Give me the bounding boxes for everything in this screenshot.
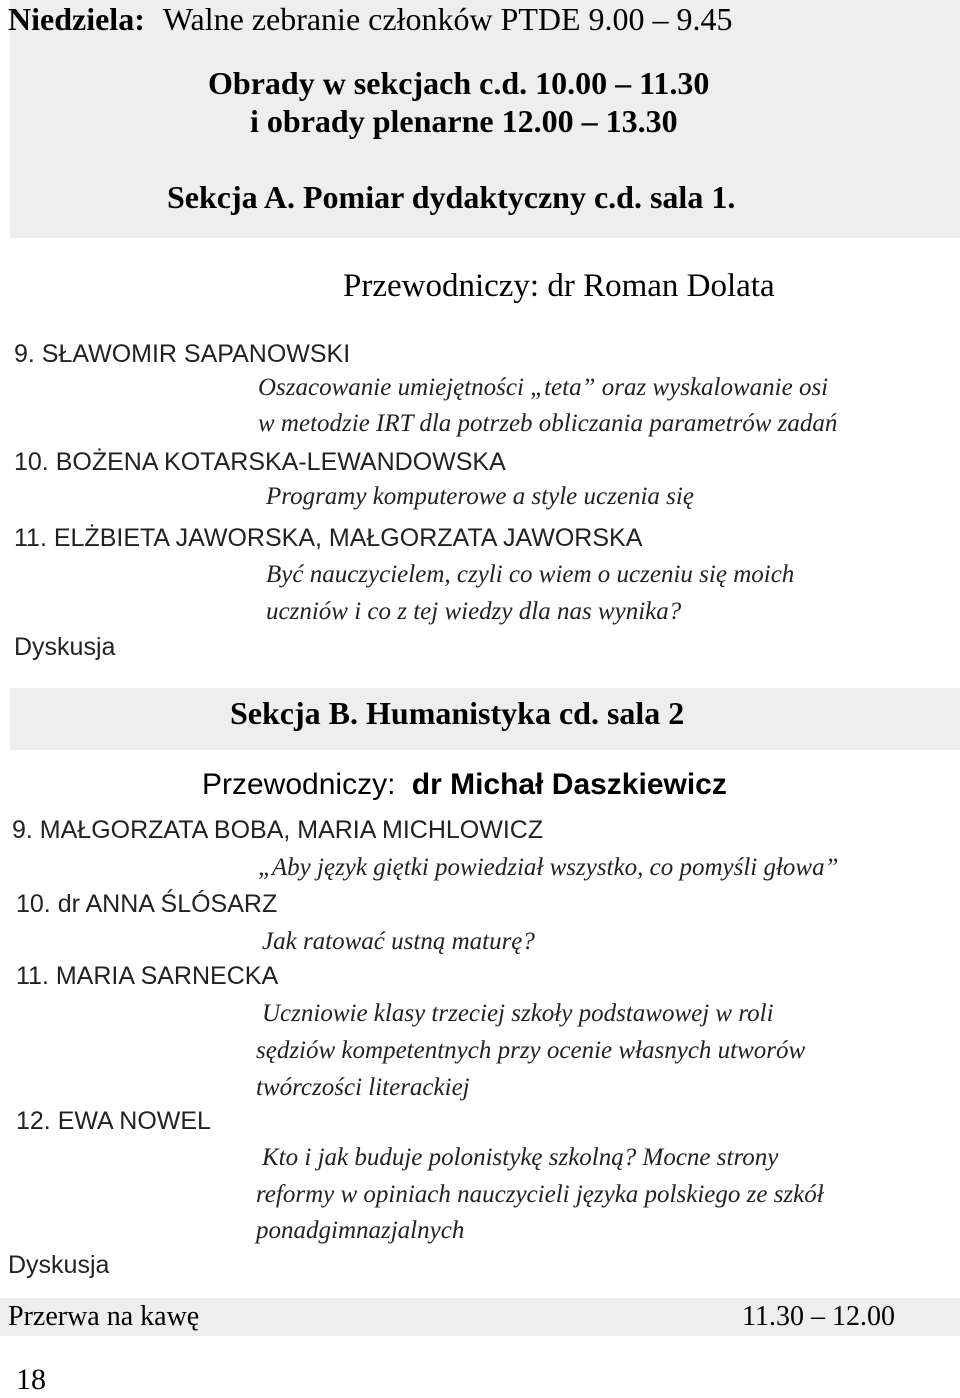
section-b-talk-3-title-line-1: Uczniowie klasy trzeciej szkoły podstawowej w roli <box>262 1000 774 1027</box>
section-a-talk-2-title-line-1: Programy komputerowe a style uczenia się <box>266 483 694 510</box>
sessions-line-1: Obrady w sekcjach c.d. 10.00 – 11.30 <box>208 65 710 101</box>
section-b-talk-4-title-line-3: ponadgimnazjalnych <box>256 1217 465 1244</box>
sunday-text: Walne zebranie członków PTDE 9.00 – 9.45 <box>162 1 733 37</box>
section-a-title: Sekcja A. Pomiar dydaktyczny c.d. sala 1. <box>167 179 736 215</box>
section-a-talk-3-speaker: 11. ELŻBIETA JAWORSKA, MAŁGORZATA JAWORSKA <box>14 524 643 552</box>
section-b-chair <box>202 766 727 804</box>
section-b-talk-1-speaker: 9. MAŁGORZATA BOBA, MARIA MICHLOWICZ <box>12 816 544 844</box>
section-a-talk-1-speaker: 9. SŁAWOMIR SAPANOWSKI <box>14 340 351 368</box>
section-b-discussion: Dyskusja <box>8 1251 110 1279</box>
section-b-talk-3-title-line-2: sędziów kompetentnych przy ocenie własnych utworów <box>256 1037 806 1064</box>
section-a-talk-2-speaker: 10. BOŻENA KOTARSKA-LEWANDOWSKA <box>14 448 506 476</box>
section-a-talk-1-title-line-2: w metodzie IRT dla potrzeb obliczania parametrów zadań <box>258 410 838 437</box>
section-b-title: Sekcja B. Humanistyka cd. sala 2 <box>230 695 685 731</box>
section-b-chair-name: dr Michał Daszkiewicz <box>411 768 727 801</box>
break-label: Przerwa na kawę <box>8 1301 200 1332</box>
section-b-talk-1-title-line-1: „Aby język giętki powiedział wszystko, co pomyśli głowa” <box>258 854 839 881</box>
section-b-talk-2-title-line-1: Jak ratować ustną maturę? <box>262 928 535 955</box>
section-a-talk-1-title-line-1: Oszacowanie umiejętności „teta” oraz wyskalowanie osi <box>258 374 829 401</box>
section-b-chair-label: Przewodniczy: <box>202 768 396 801</box>
section-a-talk-3-title-line-2: uczniów i co z tej wiedzy dla nas wynika? <box>266 598 682 625</box>
section-b-talk-4-title-line-2: reformy w opiniach nauczycieli języka polskiego ze szkół <box>256 1181 824 1208</box>
page-number: 18 <box>16 1363 46 1396</box>
sessions-line-2: i obrady plenarne 12.00 – 13.30 <box>250 103 678 139</box>
section-a-talk-3-title-line-1: Być nauczycielem, czyli co wiem o uczeniu się moich <box>266 561 795 588</box>
section-b-talk-3-title-line-3: twórczości literackiej <box>256 1074 470 1101</box>
section-a-chair: Przewodniczy: dr Roman Dolata <box>343 268 775 304</box>
section-b-talk-2-speaker: 10. dr ANNA ŚLÓSARZ <box>16 890 278 918</box>
sunday-line <box>8 0 733 38</box>
break-time: 11.30 – 12.00 <box>742 1301 895 1332</box>
section-b-talk-3-speaker: 11. MARIA SARNECKA <box>16 962 279 990</box>
section-b-talk-4-title-line-1: Kto i jak buduje polonistykę szkolną? Mocne strony <box>262 1144 779 1171</box>
section-b-talk-4-speaker: 12. EWA NOWEL <box>16 1107 211 1135</box>
section-a-discussion: Dyskusja <box>14 633 116 661</box>
sunday-label: Niedziela: <box>8 1 145 37</box>
